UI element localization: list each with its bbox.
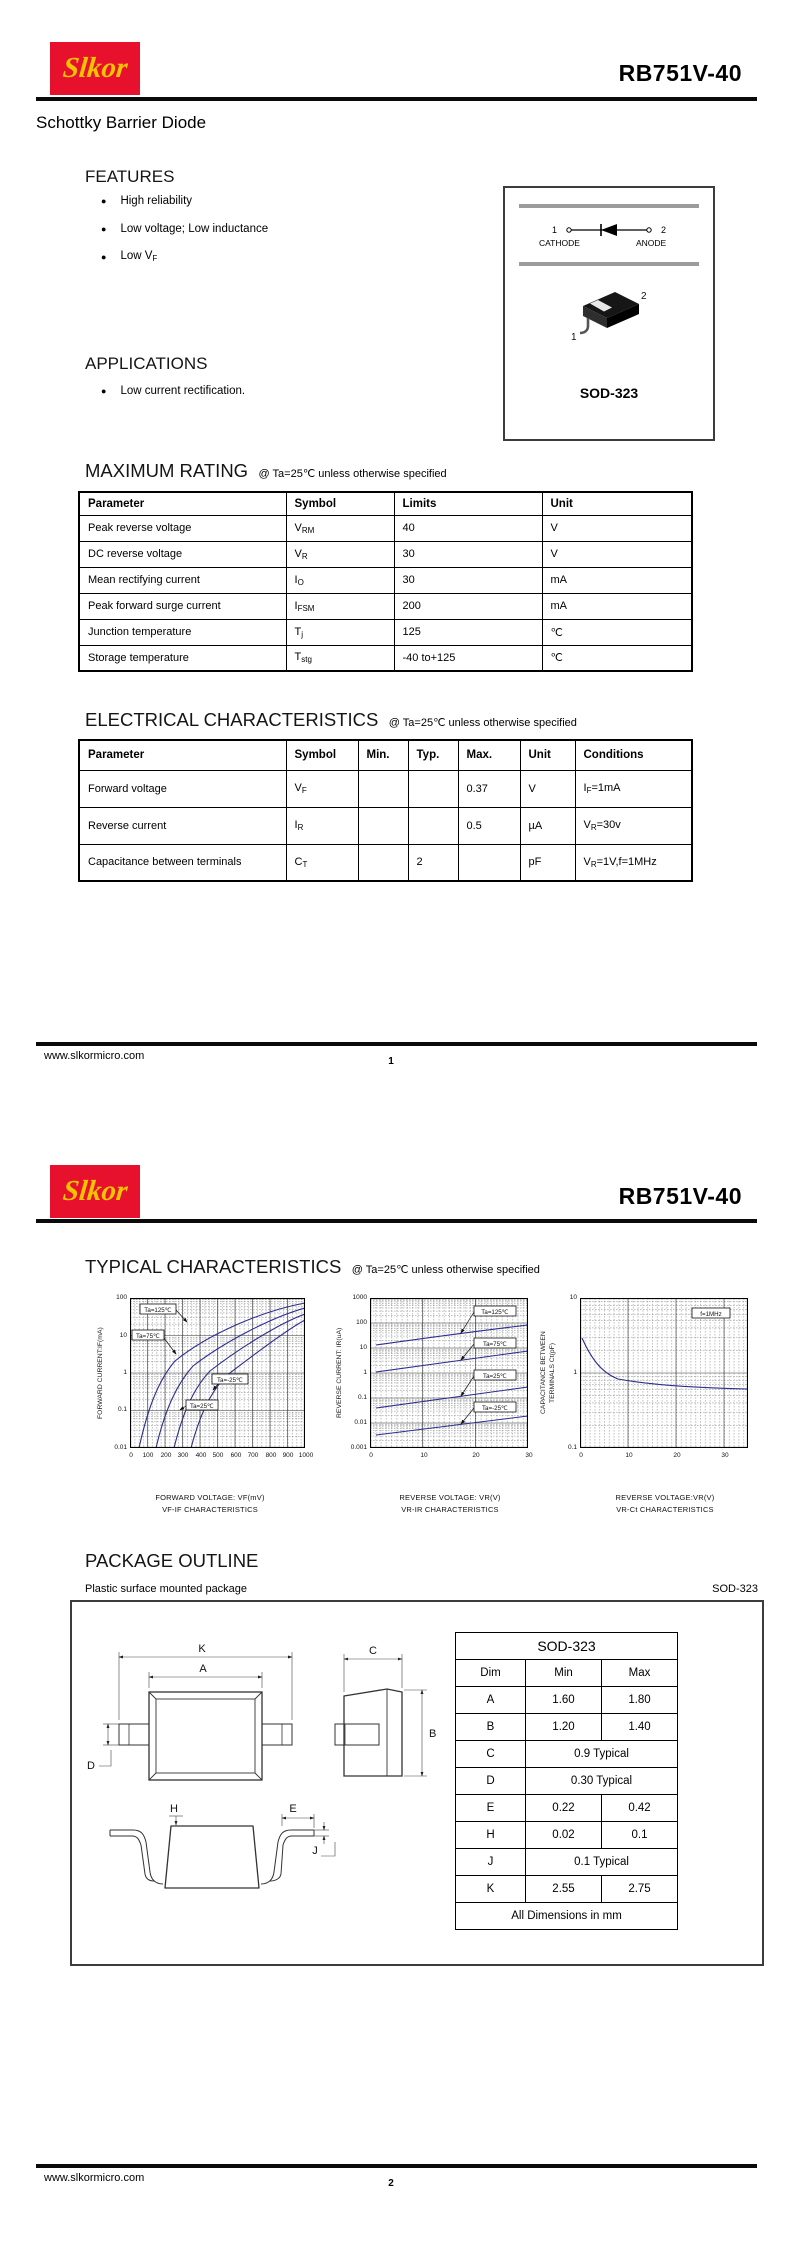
col-dim: Dim bbox=[456, 1660, 526, 1687]
y-tick: 0.1 bbox=[117, 1406, 127, 1413]
dim-cell: D bbox=[456, 1768, 526, 1795]
dims-package-name: SOD-323 bbox=[456, 1633, 678, 1660]
limits-cell: 30 bbox=[394, 541, 542, 567]
symbol-cell: Tj bbox=[286, 619, 394, 645]
pkg-pin1-label: 1 bbox=[571, 332, 577, 343]
pin2-number: 2 bbox=[661, 225, 667, 235]
package-info-box bbox=[503, 186, 715, 441]
divider-bar bbox=[519, 262, 699, 266]
temp-annotation: Ta=125℃ bbox=[481, 1308, 509, 1316]
chart-title: VF-IF CHARACTERISTICS bbox=[162, 1505, 258, 1514]
unit-cell: V bbox=[520, 770, 575, 807]
symbol-cell: VR bbox=[286, 541, 394, 567]
typical-condition: @ Ta=25℃ unless otherwise specified bbox=[351, 1264, 540, 1276]
electrical-condition: @ Ta=25℃ unless otherwise specified bbox=[388, 717, 577, 729]
pin1-number: 1 bbox=[551, 225, 557, 235]
limits-cell: 40 bbox=[394, 515, 542, 541]
unit-cell: ℃ bbox=[542, 645, 692, 671]
package-outline-subtitle: Plastic surface mounted package bbox=[85, 1583, 248, 1595]
y-tick: 0.1 bbox=[357, 1394, 367, 1401]
symbol-cell: IR bbox=[286, 807, 358, 844]
divider-bar bbox=[519, 204, 699, 208]
limits-cell: 200 bbox=[394, 593, 542, 619]
max-cell: 1.40 bbox=[602, 1714, 678, 1741]
min-cell: 1.60 bbox=[526, 1687, 602, 1714]
x-tick: 0 bbox=[129, 1452, 133, 1459]
x-axis-label: REVERSE VOLTAGE:VR(V) bbox=[615, 1493, 715, 1502]
package-outline-type: SOD-323 bbox=[712, 1583, 758, 1595]
col-conditions: Conditions bbox=[575, 740, 692, 770]
x-tick: 300 bbox=[177, 1452, 189, 1459]
min-cell bbox=[358, 844, 408, 881]
footer-website: www.slkormicro.com bbox=[44, 2172, 145, 2184]
max-cell: 0.5 bbox=[458, 807, 520, 844]
dim-h-label: H bbox=[170, 1803, 178, 1815]
y-tick: 10 bbox=[569, 1294, 577, 1301]
part-number: RB751V-40 bbox=[618, 1183, 742, 1209]
param-cell: Mean rectifying current bbox=[79, 567, 286, 593]
x-tick: 900 bbox=[282, 1452, 294, 1459]
col-parameter: Parameter bbox=[79, 740, 286, 770]
freq-annotation: f=1MHz bbox=[700, 1310, 722, 1318]
unit-cell: mA bbox=[542, 593, 692, 619]
brand-logo bbox=[50, 42, 140, 95]
max-cell: 2.75 bbox=[602, 1876, 678, 1903]
x-axis-label: FORWARD VOLTAGE: VF(mV) bbox=[155, 1493, 265, 1502]
dim-b-label: B bbox=[429, 1728, 437, 1740]
dim-e-label: E bbox=[289, 1803, 297, 1815]
max-rating-table bbox=[78, 491, 693, 672]
unit-cell: pF bbox=[520, 844, 575, 881]
x-tick: 200 bbox=[160, 1452, 172, 1459]
bullet-icon: ● bbox=[101, 251, 107, 262]
applications-title: APPLICATIONS bbox=[85, 354, 208, 373]
package-outline-title: PACKAGE OUTLINE bbox=[85, 1550, 259, 1571]
bullet-icon: ● bbox=[101, 386, 107, 396]
unit-cell: µA bbox=[520, 807, 575, 844]
dim-cell: E bbox=[456, 1795, 526, 1822]
param-cell: Storage temperature bbox=[79, 645, 286, 671]
dims-footer: All Dimensions in mm bbox=[456, 1903, 678, 1930]
col-min: Min. bbox=[358, 740, 408, 770]
y-tick: 0.001 bbox=[350, 1444, 367, 1451]
footer-rule bbox=[36, 1042, 757, 1046]
col-unit: Unit bbox=[520, 740, 575, 770]
y-axis-label: REVERSE CURRENT: IR(uA) bbox=[336, 1327, 343, 1419]
temp-annotation: Ta=25℃ bbox=[483, 1372, 507, 1380]
max-cell: 0.42 bbox=[602, 1795, 678, 1822]
y-tick: 10 bbox=[359, 1344, 367, 1351]
table-row bbox=[79, 844, 692, 881]
electrical-title: ELECTRICAL CHARACTERISTICS bbox=[85, 709, 379, 730]
col-max: Max. bbox=[458, 740, 520, 770]
typical-cell: 0.9 Typical bbox=[526, 1741, 678, 1768]
x-tick: 30 bbox=[525, 1452, 533, 1459]
x-tick: 700 bbox=[247, 1452, 259, 1459]
symbol-cell: IO bbox=[286, 567, 394, 593]
page-number: 1 bbox=[388, 1056, 394, 1067]
y-tick: 1 bbox=[123, 1369, 127, 1376]
param-cell: Peak reverse voltage bbox=[79, 515, 286, 541]
y-axis-label-2: TERMINALS Ct(pF) bbox=[549, 1342, 556, 1404]
table-row bbox=[456, 1822, 678, 1849]
x-tick: 0 bbox=[369, 1452, 373, 1459]
max-rating-heading bbox=[85, 460, 447, 482]
x-tick: 10 bbox=[420, 1452, 428, 1459]
limits-cell: 125 bbox=[394, 619, 542, 645]
diode-symbol-row bbox=[505, 222, 713, 238]
feature-text: Low voltage; Low inductance bbox=[120, 223, 269, 235]
dim-k-label: K bbox=[198, 1643, 206, 1655]
x-axis-label: REVERSE VOLTAGE: VR(V) bbox=[399, 1493, 501, 1502]
conditions-cell: VR=1V,f=1MHz bbox=[575, 844, 692, 881]
vr-ir-chart bbox=[322, 1288, 557, 1523]
typical-cell: 0.1 Typical bbox=[526, 1849, 678, 1876]
typical-heading bbox=[85, 1256, 540, 1278]
max-cell: 0.1 bbox=[602, 1822, 678, 1849]
limits-cell: 30 bbox=[394, 567, 542, 593]
package-outline-box bbox=[70, 1600, 764, 1966]
footer-website: www.slkormicro.com bbox=[44, 1050, 145, 1062]
col-max: Max bbox=[602, 1660, 678, 1687]
x-tick: 20 bbox=[673, 1452, 681, 1459]
y-tick: 1 bbox=[573, 1369, 577, 1376]
feature-item bbox=[101, 195, 192, 207]
y-tick: 1000 bbox=[352, 1294, 367, 1301]
min-cell: 2.55 bbox=[526, 1876, 602, 1903]
y-tick: 0.01 bbox=[354, 1419, 367, 1426]
application-item bbox=[101, 385, 245, 397]
max-rating-title: MAXIMUM RATING bbox=[85, 460, 249, 481]
y-tick: 100 bbox=[116, 1294, 127, 1301]
symbol-cell: Tstg bbox=[286, 645, 394, 671]
x-tick: 600 bbox=[230, 1452, 242, 1459]
x-tick: 800 bbox=[265, 1452, 277, 1459]
dim-d-label: D bbox=[87, 1760, 95, 1772]
param-cell: Junction temperature bbox=[79, 619, 286, 645]
header-rule bbox=[36, 97, 757, 101]
typ-cell: 2 bbox=[408, 844, 458, 881]
brand-logo bbox=[50, 1165, 140, 1218]
table-row bbox=[79, 541, 692, 567]
symbol-cell: VRM bbox=[286, 515, 394, 541]
features-title: FEATURES bbox=[85, 167, 175, 186]
table-row bbox=[456, 1768, 678, 1795]
param-cell: DC reverse voltage bbox=[79, 541, 286, 567]
unit-cell: ℃ bbox=[542, 619, 692, 645]
temp-annotation: Ta=-25℃ bbox=[216, 1376, 244, 1384]
typical-title: TYPICAL CHARACTERISTICS bbox=[85, 1256, 342, 1277]
vf-if-chart bbox=[85, 1288, 320, 1523]
param-cell: Forward voltage bbox=[79, 770, 286, 807]
feature-item bbox=[101, 223, 268, 235]
dim-cell: J bbox=[456, 1849, 526, 1876]
max-cell: 1.80 bbox=[602, 1687, 678, 1714]
feature-text: High reliability bbox=[120, 195, 193, 207]
temp-annotation: Ta=25℃ bbox=[190, 1402, 214, 1410]
anode-label: ANODE bbox=[636, 238, 667, 248]
x-tick: 10 bbox=[625, 1452, 633, 1459]
table-row bbox=[456, 1687, 678, 1714]
limits-cell: -40 to+125 bbox=[394, 645, 542, 671]
min-cell: 1.20 bbox=[526, 1714, 602, 1741]
x-tick: 400 bbox=[195, 1452, 207, 1459]
chart-title: VR-IR CHARACTERISTICS bbox=[401, 1505, 499, 1514]
typical-cell: 0.30 Typical bbox=[526, 1768, 678, 1795]
col-parameter: Parameter bbox=[79, 492, 286, 515]
min-cell: 0.22 bbox=[526, 1795, 602, 1822]
y-tick: 0.01 bbox=[114, 1444, 127, 1451]
table-row bbox=[79, 807, 692, 844]
package-outline-heading bbox=[85, 1550, 258, 1572]
package-name: SOD-323 bbox=[579, 385, 639, 401]
min-cell bbox=[358, 807, 408, 844]
dim-j-label: J bbox=[312, 1845, 318, 1857]
dim-cell: A bbox=[456, 1687, 526, 1714]
col-symbol: Symbol bbox=[286, 740, 358, 770]
electrical-heading bbox=[85, 709, 577, 731]
y-tick: 10 bbox=[119, 1332, 127, 1339]
dim-cell: K bbox=[456, 1876, 526, 1903]
table-header-row bbox=[79, 740, 692, 770]
col-min: Min bbox=[526, 1660, 602, 1687]
unit-cell: V bbox=[542, 515, 692, 541]
min-cell bbox=[358, 770, 408, 807]
diode-symbol-icon bbox=[561, 222, 657, 238]
max-rating-condition: @ Ta=25℃ unless otherwise specified bbox=[258, 468, 447, 480]
table-row bbox=[456, 1795, 678, 1822]
table-row bbox=[456, 1714, 678, 1741]
typ-cell bbox=[408, 807, 458, 844]
chart-title: VR-Ct CHARACTERISTICS bbox=[616, 1505, 714, 1514]
table-row bbox=[456, 1849, 678, 1876]
dimensions-table bbox=[455, 1632, 678, 1930]
vr-ct-chart bbox=[540, 1288, 775, 1523]
symbol-cell: VF bbox=[286, 770, 358, 807]
table-row bbox=[79, 593, 692, 619]
part-number: RB751V-40 bbox=[618, 60, 742, 86]
dim-cell: H bbox=[456, 1822, 526, 1849]
temp-annotation: Ta=75℃ bbox=[483, 1340, 507, 1348]
vr-ir-plot bbox=[370, 1298, 528, 1448]
unit-cell: mA bbox=[542, 567, 692, 593]
temp-annotation: Ta=125℃ bbox=[144, 1306, 172, 1314]
bullet-icon: ● bbox=[101, 196, 107, 206]
unit-cell: V bbox=[542, 541, 692, 567]
param-cell: Peak forward surge current bbox=[79, 593, 286, 619]
x-tick: 20 bbox=[472, 1452, 480, 1459]
x-tick: 30 bbox=[721, 1452, 729, 1459]
typ-cell bbox=[408, 770, 458, 807]
table-row bbox=[456, 1741, 678, 1768]
conditions-cell: IF=1mA bbox=[575, 770, 692, 807]
package-3d-icon bbox=[569, 284, 651, 346]
table-row bbox=[79, 515, 692, 541]
symbol-cell: CT bbox=[286, 844, 358, 881]
dims-footer-row bbox=[456, 1903, 678, 1930]
table-row bbox=[79, 645, 692, 671]
dim-cell: B bbox=[456, 1714, 526, 1741]
document-subtitle: Schottky Barrier Diode bbox=[36, 113, 207, 132]
electrical-table bbox=[78, 739, 693, 882]
conditions-cell: VR=30v bbox=[575, 807, 692, 844]
x-tick: 100 bbox=[142, 1452, 154, 1459]
application-text: Low current rectification. bbox=[120, 385, 246, 397]
y-axis-label: FORWARD CURRENT:IF(mA) bbox=[97, 1327, 104, 1419]
x-tick: 500 bbox=[212, 1452, 224, 1459]
table-row bbox=[79, 770, 692, 807]
dim-c-label: C bbox=[369, 1645, 377, 1657]
feature-text: Low VF bbox=[120, 250, 158, 263]
y-tick: 1 bbox=[363, 1369, 367, 1376]
col-limits: Limits bbox=[394, 492, 542, 515]
dim-cell: C bbox=[456, 1741, 526, 1768]
param-cell: Reverse current bbox=[79, 807, 286, 844]
brand-logo-text: Slkor bbox=[61, 1175, 129, 1207]
dims-title-row bbox=[456, 1633, 678, 1660]
feature-item bbox=[101, 250, 157, 263]
x-tick: 1000 bbox=[298, 1452, 314, 1459]
param-cell: Capacitance between terminals bbox=[79, 844, 286, 881]
page-number: 2 bbox=[388, 2178, 394, 2189]
min-cell: 0.02 bbox=[526, 1822, 602, 1849]
cathode-label: CATHODE bbox=[539, 238, 580, 248]
temp-annotation: Ta=-25℃ bbox=[481, 1404, 509, 1412]
col-typ: Typ. bbox=[408, 740, 458, 770]
table-row bbox=[456, 1876, 678, 1903]
pkg-pin2-label: 2 bbox=[641, 291, 647, 302]
y-axis-label: CAPACITANCE BETWEEN bbox=[540, 1331, 547, 1415]
x-tick: 0 bbox=[579, 1452, 583, 1459]
max-cell bbox=[458, 844, 520, 881]
symbol-cell: IFSM bbox=[286, 593, 394, 619]
table-header-row bbox=[79, 492, 692, 515]
dims-header-row bbox=[456, 1660, 678, 1687]
brand-logo-text: Slkor bbox=[61, 52, 129, 84]
header-rule bbox=[36, 1219, 757, 1223]
table-row bbox=[79, 619, 692, 645]
dim-a-label: A bbox=[199, 1663, 207, 1675]
temp-annotation: Ta=75℃ bbox=[136, 1332, 160, 1340]
col-symbol: Symbol bbox=[286, 492, 394, 515]
chart-annotations bbox=[692, 1308, 730, 1318]
bullet-icon: ● bbox=[101, 224, 107, 234]
y-tick: 0.1 bbox=[567, 1444, 577, 1451]
y-tick: 100 bbox=[356, 1319, 367, 1326]
max-cell: 0.37 bbox=[458, 770, 520, 807]
vf-if-plot bbox=[130, 1298, 305, 1448]
dimension-drawing bbox=[77, 1630, 457, 1950]
col-unit: Unit bbox=[542, 492, 692, 515]
footer-rule bbox=[36, 2164, 757, 2168]
table-row bbox=[79, 567, 692, 593]
vr-ct-plot bbox=[580, 1298, 748, 1448]
